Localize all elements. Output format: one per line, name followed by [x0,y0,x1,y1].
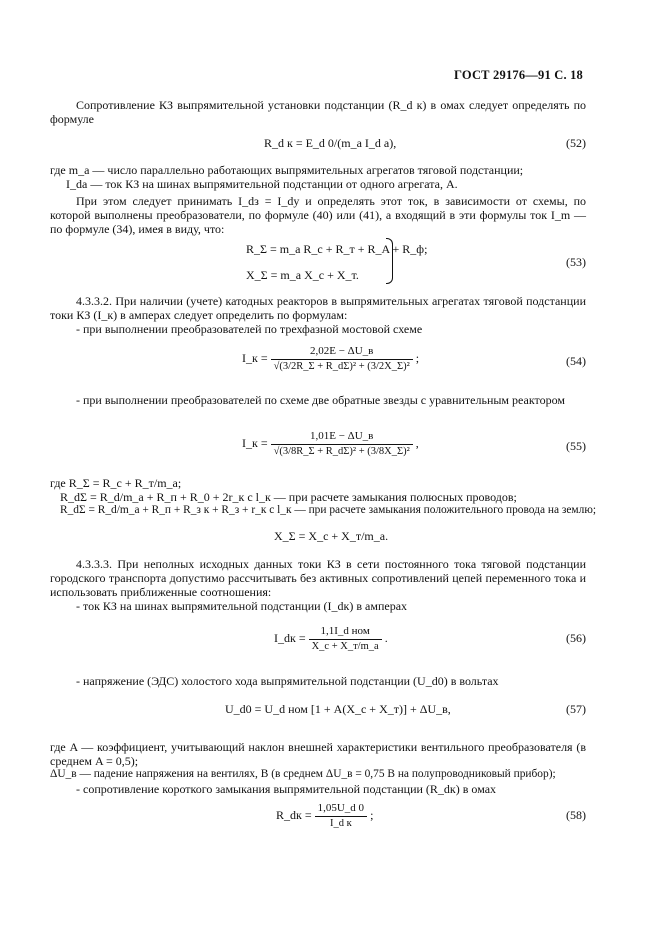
equation-57 [50,702,586,718]
equation-body: U_d0 = U_d ном [1 + A(X_c + X_т)] + ΔU_в, [225,702,451,716]
bullet-bus-current: - ток КЗ на шинах выпрямительной подстанции (I_dк) в амперах [76,599,408,614]
equation-line-r-sigma: R_Σ = m_a R_c + R_т + R_A + R_ф; [246,242,428,256]
page-header: ГОСТ 29176—91 С. 18 [454,68,583,82]
fraction-denominator: √(3/8R_Σ + R_dΣ)² + (3/8X_Σ)² [273,445,410,457]
bullet-text: - напряжение (ЭДС) холостого хода выпрямительной подстанции (U_d0) в вольтах [76,674,499,688]
equation-53 [50,238,586,288]
paragraph-current-selection [50,194,586,236]
definition-delta-u: ΔU_в — падение напряжения на вентилях, В (в среднем ΔU_в = 0,75 В на полупроводниковый прибор); [50,768,556,781]
equation-number: (55) [566,439,586,453]
equation-number: (52) [566,136,586,150]
equation-fraction [315,802,367,830]
equation-lhs: I_dк = [274,630,306,645]
equation-x-sigma [50,529,586,545]
fraction-numerator: 1,1I_d ном [309,625,382,640]
paragraph-text: При этом следует принимать I_dз = I_dу и определять этот ток, в зависимости от схемы, по которой выполнены преобразователи, по формуле (40) или (41), а входящий в эти формулы ток I_m — по формуле (34), имея в виду, что: [50,194,586,237]
definition-rd-sigma-ground: R_dΣ = R_d/m_a + R_п + R_з к + R_з + r_к c l_к — при расчете замыкания положительного провода на землю; [60,504,596,517]
equation-52 [50,136,586,152]
equation-fraction [271,345,413,373]
definitions-block-1 [50,163,586,191]
fraction-numerator: 1,01E − ΔU_в [271,430,413,445]
equation-lhs: R_dк = [276,807,312,822]
fraction-numerator: 2,02E − ΔU_в [271,345,413,360]
definition-ma: где m_a — число параллельно работающих выпрямительных агрегатов тяговой подстанции; [50,163,524,177]
equation-tail: ; [370,807,374,822]
definition-rd-sigma-poles: R_dΣ = R_d/m_a + R_п + R_0 + 2r_к c l_к — при расчете замыкания полюсных проводов; [60,490,517,505]
equation-brace [386,238,393,284]
section-4-3-3-3 [50,557,586,614]
section-4-3-3-2 [50,294,586,336]
bullet-bridge-scheme: - при выполнении преобразователей по трехфазной мостовой схеме [76,322,423,337]
equation-number: (53) [566,255,586,269]
definitions-block-3 [50,740,586,796]
equation-number: (54) [566,354,586,368]
fraction-numerator: 1,05U_d 0 [315,802,367,817]
equation-number: (57) [566,702,586,716]
fraction-denominator: I_d к [329,817,352,829]
paragraph-text: - при выполнении преобразователей по схеме две обратные звезды с уравнительным реактором [76,393,565,407]
paragraph-text: Сопротивление КЗ выпрямительной установки подстанции (R_d к) в омах следует определять по формуле [50,98,586,127]
definitions-block-2 [50,476,596,518]
fraction-denominator: √(3/2R_Σ + R_dΣ)² + (3/2X_Σ)² [273,360,410,372]
equation-number: (58) [566,808,586,822]
paragraph-text: 4.3.3.2. При наличии (учете) катодных реакторов в выпрямительных агрегатах тяговой подстанции токи КЗ (I_к) в амперах следует определить по формулам: [50,294,586,323]
equation-tail: . [384,630,388,645]
definition-r-sigma: где R_Σ = R_c + R_т/m_a; [50,476,182,490]
bullet-short-circuit-resistance: - сопротивление короткого замыкания выпрямительной подстанции (R_dк) в омах [76,781,497,796]
equation-tail: ; [415,350,420,365]
equation-lhs: I_к = [242,350,268,365]
equation-body: X_Σ = X_c + X_т/m_a. [274,529,389,543]
equation-lhs: I_к = [242,435,268,450]
definition-ida: I_da — ток КЗ на шинах выпрямительной подстанции от одного агрегата, А. [66,177,458,192]
fraction-denominator: X_c + X_т/m_a [311,640,379,652]
equation-56 [50,623,586,659]
bullet-double-star [50,393,586,407]
equation-body: R_d к = E_d 0/(m_a I_d a), [264,136,397,150]
equation-55 [50,428,586,464]
equation-58 [50,800,586,836]
paragraph-kz-resistance [50,98,586,126]
equation-54 [50,343,586,379]
equation-number: (56) [566,631,586,645]
bullet-open-circuit-voltage [50,674,586,688]
equation-line-x-sigma: X_Σ = m_a X_c + X_т. [246,268,359,282]
definition-a: где A — коэффициент, учитывающий наклон внешней характеристики вентильного преобразователя (в среднем A = 0,5); [50,740,586,769]
paragraph-text: 4.3.3.3. При неполных исходных данных токи КЗ в сети постоянного тока тяговой подстанции городского транспорта допустимо рассчитывать без активных сопротивлений цепей переменного тока и использовать приближенные соотношения: [50,557,586,600]
equation-fraction [309,625,382,653]
equation-tail: , [415,435,419,450]
equation-fraction [271,430,413,458]
